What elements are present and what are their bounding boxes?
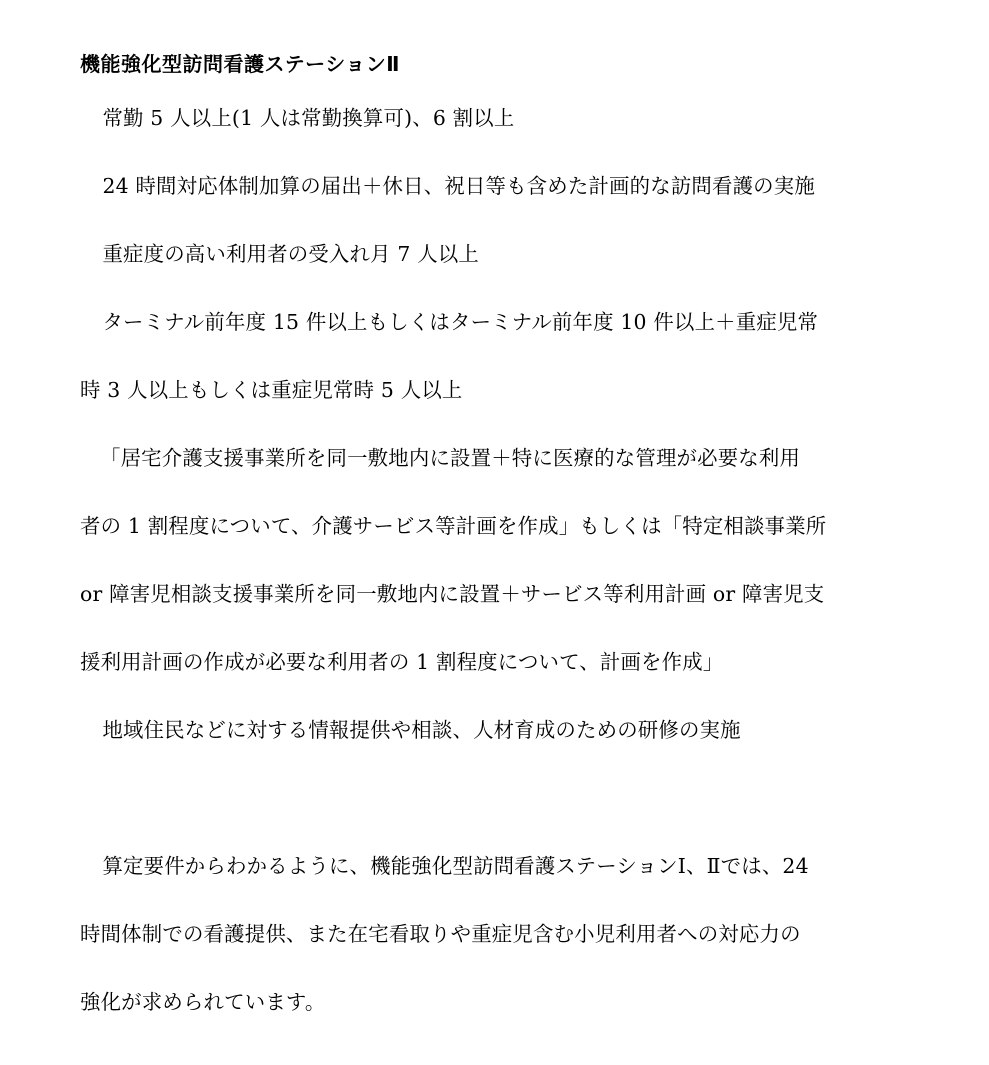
- requirement-community: 地域住民などに対する情報提供や相談、人材育成のための研修の実施: [102, 718, 741, 742]
- summary-paragraph: [80, 832, 895, 1036]
- plan-line-4: 援利用計画の作成が必要な利用者の 1 割程度について、計画を作成」: [80, 650, 724, 674]
- document-page: [80, 44, 895, 1036]
- terminal-line-1: ターミナル前年度 15 件以上もしくはターミナル前年度 10 件以上＋重症児常: [102, 310, 819, 334]
- requirement-care-plan: [80, 424, 895, 696]
- requirement-staffing: 常勤 5 人以上(1 人は常勤換算可)、6 割以上: [102, 106, 515, 130]
- paragraph-spacer: [80, 764, 895, 832]
- plan-line-3: or 障害児相談支援事業所を同一敷地内に設置＋サービス等利用計画 or 障害児支: [80, 582, 825, 606]
- requirement-terminal: [80, 288, 895, 424]
- summary-line-3: 強化が求められています。: [80, 990, 326, 1014]
- requirement-24h: 24 時間対応体制加算の届出＋休日、祝日等も含めた計画的な訪問看護の実施: [102, 174, 815, 198]
- summary-line-1: 算定要件からわかるように、機能強化型訪問看護ステーションⅠ、Ⅱでは、24: [102, 854, 809, 878]
- terminal-line-2: 時 3 人以上もしくは重症児常時 5 人以上: [80, 378, 463, 402]
- summary-line-2: 時間体制での看護提供、また在宅看取りや重症児含む小児利用者への対応力の: [80, 922, 801, 946]
- document-title: 機能強化型訪問看護ステーションⅡ: [80, 52, 400, 76]
- plan-line-1: 「居宅介護支援事業所を同一敷地内に設置＋特に医療的な管理が必要な利用: [100, 446, 801, 470]
- requirement-severe-users: 重症度の高い利用者の受入れ月 7 人以上: [102, 242, 480, 266]
- plan-line-2: 者の 1 割程度について、介護サービス等計画を作成」もしくは「特定相談事業所: [80, 514, 827, 538]
